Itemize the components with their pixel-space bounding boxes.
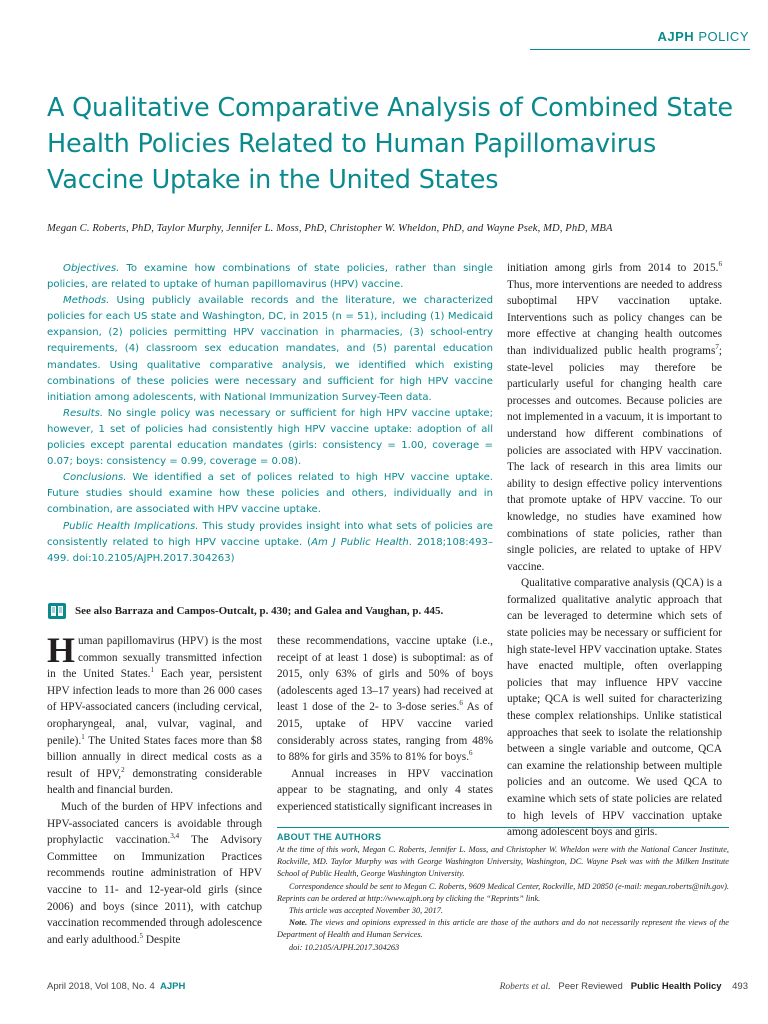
body-column-1 [47, 630, 262, 948]
section-tag [658, 29, 750, 44]
reference-marker: 1 [150, 666, 154, 675]
page-number: 493 [732, 981, 748, 992]
footer-journal: AJPH [160, 981, 186, 992]
body-text: Thus, more interventions are needed to address suboptimal HPV vaccination uptake. Interventions such as policy changes can be more effective at changing health outcomes than individualized public health programs [507, 278, 722, 357]
body-paragraph [47, 799, 262, 948]
implications-label: Public Health Implications. [63, 520, 199, 532]
reference-marker: 7 [715, 343, 719, 352]
body-text: Despite [143, 933, 181, 946]
body-paragraph [277, 633, 493, 766]
journal-name: AJPH [657, 29, 695, 44]
acceptance-date: This article was accepted November 30, 2017. [289, 906, 443, 916]
body-text: As of 2015, uptake of HPV vaccine varied considerably across states, ranging from 48% to 88% for girls and 35% to 81% for boys. [277, 701, 493, 764]
body-paragraph [507, 575, 722, 841]
issue-info: April 2018, Vol 108, No. 4 [47, 981, 155, 992]
body-text: ; state-level policies may therefore be particularly useful for changing health care processes and outcomes. Because policies are not implemented in a vacuum, it is important to understand how different combinations of policies are associated with HPV vaccination. The lack of research in this area limits our ability to design effective policy interventions that promote uptake of HPV vaccine. To our knowledge, no studies have examined how combinations of state policies, rather than single policies, are related to uptake of HPV vaccine. [507, 344, 722, 573]
abstract-results [47, 406, 493, 470]
objectives-label: Objectives. [63, 263, 120, 274]
header-divider [530, 49, 750, 50]
disclaimer-note [277, 917, 729, 941]
note-text: The views and opinions expressed in this article are those of the authors and do not necessarily represent the views of the Department of Health and Human Services. [277, 918, 729, 940]
reference-marker: 6 [459, 699, 463, 708]
body-column-2 [277, 633, 493, 816]
body-text: uman papillomavirus (HPV) is the most common sexually transmitted infection in the United States. [47, 635, 262, 681]
section-name: POLICY [698, 29, 749, 44]
drop-cap: H [47, 630, 76, 670]
citation-details: . 2018;108:493–499. doi:10.2105/AJPH.2017.304263) [47, 536, 493, 564]
affiliations: At the time of this work, Megan C. Roberts, Jennifer L. Moss, and Christopher W. Wheldon were with the National Cancer Institute, Rockville, MD. Taylor Murphy was with George Washington University, Washington, DC. Wayne Psek was with the Milken Institute School of Public Health, George Washington University. [277, 845, 729, 879]
body-text: Each year, persistent HPV infection leads to more than 26 000 cases of HPV-associated cancers (including cervical, oropharyngeal, anal, vulvar, vaginal, and penile). [47, 668, 262, 747]
citation-journal: Am J Public Health [311, 536, 409, 548]
results-text: No single policy was necessary or sufficient for high HPV vaccine uptake; however, 1 set of policies had consistently high HPV vaccine uptake: adoption of all policies except parental education mandates (girls: consistency = 1.00, coverage = 0.07; boys: consistency = 0.99, coverage = 0.08). [47, 407, 493, 468]
body-text: demonstrating considerable health and financial burden. [47, 767, 262, 797]
conclusions-text: We identified a set of polices related to high HPV vaccine uptake. Future studies should examine how these policies and others, individually and in combination, are associated with HPV vaccine uptake. [47, 472, 493, 516]
about-body [277, 844, 729, 954]
about-the-authors [277, 827, 729, 954]
methods-label: Methods. [63, 295, 110, 307]
abstract-implications: Public Health Implications. This study provides insight into what sets of policies are consistently related to high HPV vaccine uptake. (Am J Public Health. 2018;108:493–499. doi:10.2105/AJPH.2017.304263) [47, 520, 493, 564]
body-text: these recommendations, vaccine uptake (i.e., receipt of at least 1 dose) is suboptimal: as of 2015, only 63% of girls and 50% of boys (adolescents aged 13–17 years) had received at least 1 dose of the 2- to 3-dose series. [277, 635, 493, 714]
abstract-conclusions [47, 470, 493, 518]
footer-section: Public Health Policy [630, 981, 722, 992]
reference-marker: 2 [121, 765, 125, 774]
body-text: Much of the burden of HPV infections and HPV-associated cancers is avoidable through prophylactic vaccination. [47, 800, 262, 847]
body-text: Qualitative comparative analysis (QCA) is a formalized qualitative analytic approach that can be leveraged to determine which sets of state policies may be necessary or sufficient for high state-level HPV vaccination uptake. States have enacted multiple, often overlapping policies that may influence HPV vaccine uptake; QCA is well suited for characterizing these complex relationships. Unlike statistical approaches that seek to isolate the relationship between a single variable and outcome, QCA can examine the relationship between multiple policies and an outcome. We used QCA to examine which sets of state policies are related to high levels of HPV vaccination uptake among adolescent boys and girls. [507, 577, 723, 839]
doi: doi: 10.2105/AJPH.2017.304263 [289, 942, 400, 952]
footer-issue [47, 981, 185, 992]
body-text: The Advisory Committee on Immunization Practices recommends routine administration of HPV vaccine to 11- and 12-year-old girls (since 2006) and boys (since 2011), with catchup vaccination recommended through adolescence and early adulthood. [47, 834, 262, 946]
correspondence: Correspondence should be sent to Megan C. Roberts, 9609 Medical Center, Rockville, MD 20850 (e-mail: megan.roberts@nih.gov). Reprints can be ordered at http://www.ajph.org by clicking the “Reprints” link. [277, 881, 729, 903]
reference-marker: 6 [469, 749, 473, 758]
book-icon [47, 601, 67, 621]
reference-marker: 6 [718, 260, 722, 269]
see-also-note [47, 600, 493, 622]
body-paragraph [277, 766, 493, 816]
results-label: Results. [63, 407, 104, 419]
abstract-objectives [47, 261, 493, 293]
methods-text: Using publicly available records and the literature, we characterized policies for each US state and Washington, DC, in 2015 (n = 51), including (1) Medicaid expansion, (2) policies permitting HPV vaccination in pharmacies, (3) school-entry requirements, (4) classroom sex education mandates, and (5) parental education mandates. Using qualitative comparative analysis, we identified which existing combinations of these policies were necessary and sufficient for high HPV vaccine initiation among adolescents, with National Immunization Survey-Teen data. [47, 295, 493, 403]
implications-text: This study provides insight into what sets of policies are consistently related to high HPV vaccine uptake. [47, 520, 493, 548]
see-also-text: See also Barraza and Campos-Outcalt, p. 430; and Galea and Vaughan, p. 445. [75, 605, 444, 617]
abstract [47, 261, 493, 567]
author-list: Megan C. Roberts, PhD, Taylor Murphy, Jennifer L. Moss, PhD, Christopher W. Wheldon, PhD, and Wayne Psek, MD, PhD, MBA [47, 223, 613, 234]
reference-marker: 3,4 [170, 832, 180, 841]
footer-running-head [500, 981, 748, 992]
objectives-text: To examine how combinations of state policies, rather than single policies, are related to uptake of human papillomavirus (HPV) vaccine. [47, 263, 493, 291]
body-text: The United States faces more than $8 billion annually in direct medical costs as a result of HPV, [47, 734, 262, 780]
conclusions-label: Conclusions. [63, 472, 127, 484]
about-heading: ABOUT THE AUTHORS [277, 832, 382, 842]
body-text: initiation among girls from 2014 to 2015. [507, 262, 719, 274]
body-text: Annual increases in HPV vaccination appear to be stagnating, and only 4 states experienced statistically significant increases in [277, 767, 493, 813]
body-paragraph [47, 630, 262, 799]
article-title: A Qualitative Comparative Analysis of Combined State Health Policies Related to Human Papillomavirus Vaccine Uptake in the United States [47, 93, 733, 195]
body-column-3 [507, 260, 722, 841]
reference-marker: 5 [139, 931, 144, 940]
footer-author: Roberts et al. [499, 982, 551, 992]
note-label: Note. [289, 918, 308, 928]
footer-review: Peer Reviewed [558, 981, 623, 992]
abstract-methods [47, 293, 493, 406]
body-paragraph [507, 260, 722, 575]
reference-marker: 1 [81, 732, 85, 741]
